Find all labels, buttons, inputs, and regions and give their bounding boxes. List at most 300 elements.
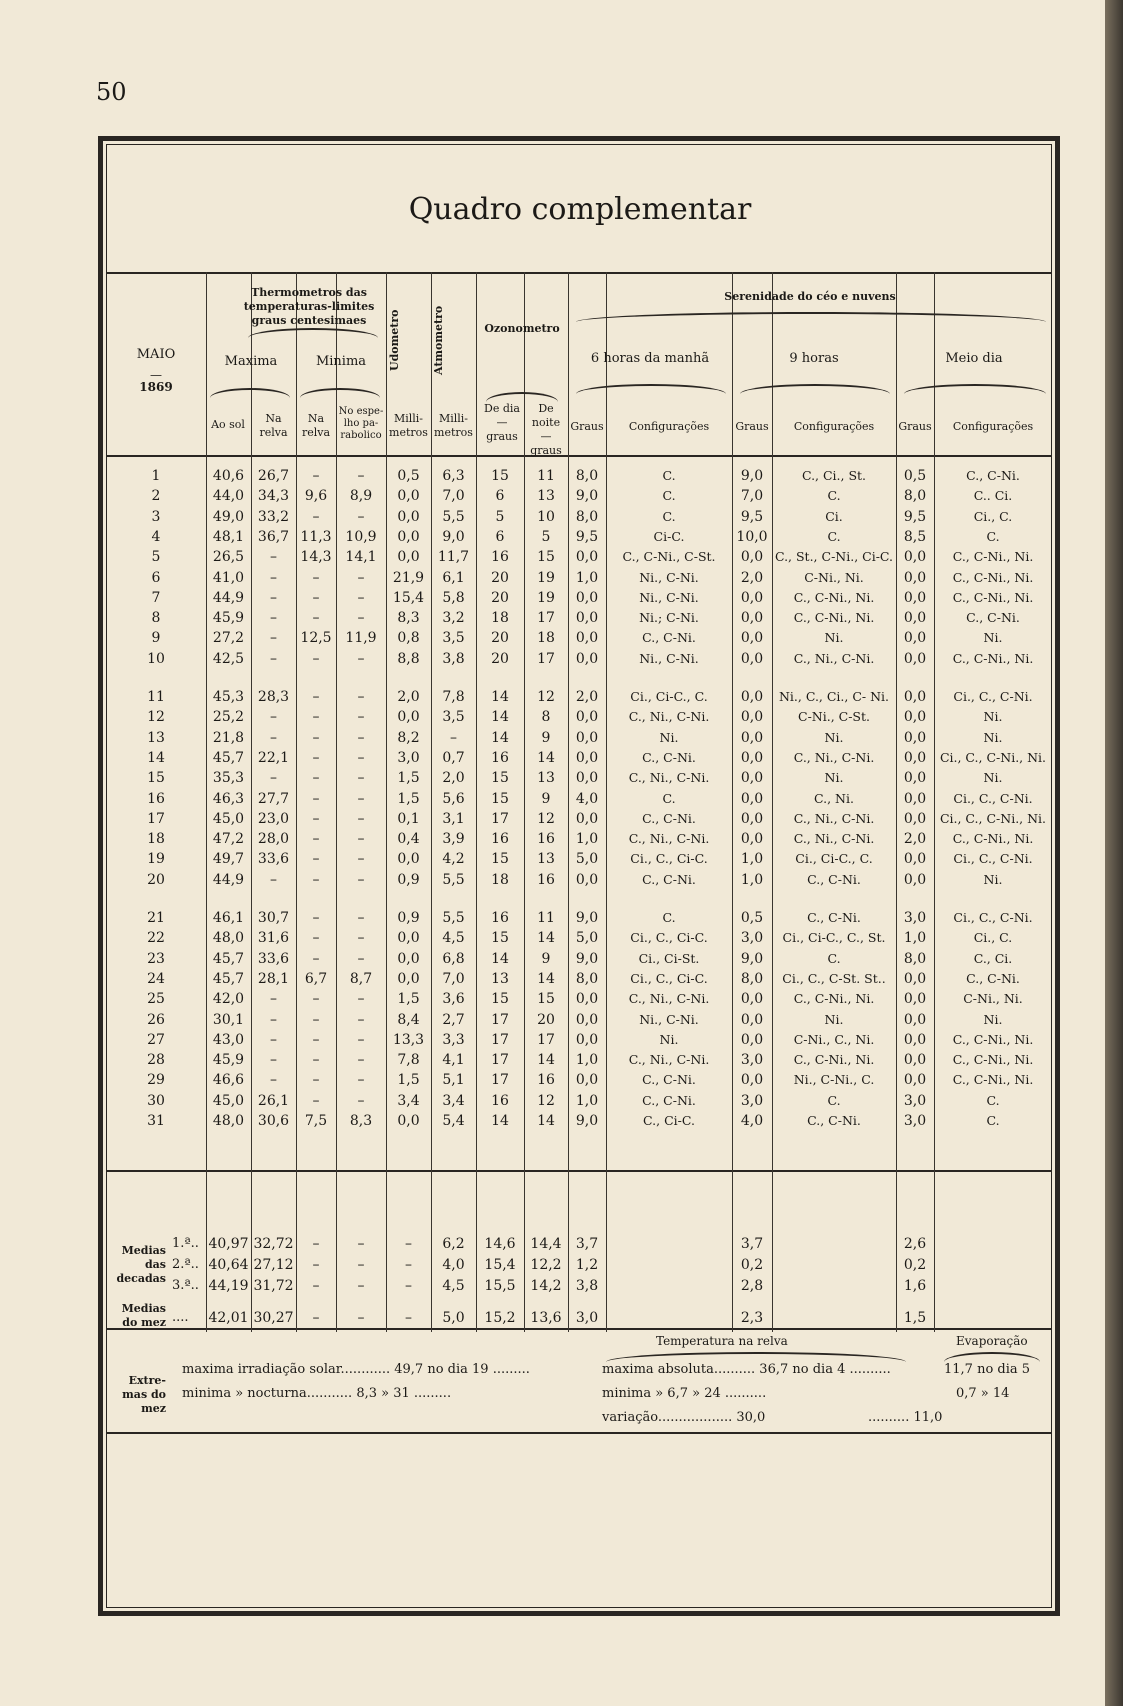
table-cell: 21,8 [212, 729, 245, 746]
table-cell: C. [662, 508, 676, 524]
table-cell: 3,2 [442, 610, 465, 627]
table-cell: 28,0 [257, 831, 290, 848]
table-cell: Ci., C., C-Ni., Ni. [939, 749, 1047, 765]
table-cell: C. [662, 910, 676, 925]
atmometro-units: Milli-metros [434, 412, 473, 439]
table-cell: 15 [491, 790, 509, 807]
table-cell: 16 [537, 871, 555, 888]
table-cell: C., C-Ni. [642, 1092, 696, 1108]
table-cell: 0,0 [903, 1072, 927, 1089]
table-cell: C., Ci., St. [801, 468, 867, 483]
medias-cell: 6,2 [442, 1236, 465, 1252]
table-cell: C., C-Ni., Ni. [793, 610, 875, 626]
table-cell: C., C-Ni., Ni. [793, 1052, 875, 1068]
table-cell: – [270, 1031, 277, 1048]
table-cell: Ni., C-Ni. [639, 569, 699, 585]
table-cell: 30,1 [212, 1011, 245, 1028]
table-cell: 3,0 [903, 910, 927, 926]
table-cell: 8,0 [575, 970, 599, 987]
table-cell: – [312, 910, 320, 926]
table-cell: 0,7 [442, 749, 465, 766]
table-cell: C. [827, 1092, 841, 1108]
table-cell: 9,0 [740, 950, 764, 967]
medias-cell: 0,2 [740, 1257, 764, 1273]
table-cell: 45,7 [212, 970, 245, 987]
table-cell: 0,0 [903, 729, 927, 746]
day-cell: 4 [151, 528, 161, 545]
day-cell: 24 [147, 970, 165, 987]
table-cell: – [357, 650, 365, 667]
table-cell: 49,0 [212, 508, 245, 525]
day-cell: 13 [147, 729, 165, 746]
medias-cell: 30,27 [253, 1310, 294, 1326]
table-cell: – [312, 950, 320, 967]
table-cell: Ni., C-Ni. [639, 589, 699, 605]
table-cell: C. [662, 488, 676, 504]
table-cell: 8,5 [903, 528, 927, 545]
ao-sol-header: Ao sol [211, 418, 245, 431]
medias-cell: 2,6 [903, 1236, 927, 1252]
table-cell: 0,0 [903, 790, 927, 807]
table-cell: 3,0 [903, 1092, 927, 1109]
table-cell: 15 [537, 991, 555, 1008]
table-cell: 0,0 [740, 770, 764, 787]
table-cell: 15,4 [392, 589, 425, 606]
table-cell: 45,3 [212, 689, 245, 705]
table-cell: C., C-Ni. [807, 1113, 861, 1128]
table-cell: Ni. [983, 770, 1003, 786]
day-cell: 3 [151, 508, 161, 525]
extremas-bottom-rule [106, 1432, 1052, 1434]
table-cell: C., C-Ni. [642, 749, 696, 765]
table-cell: 44,9 [212, 589, 245, 606]
table-cell: C., Ci-C. [643, 1113, 695, 1128]
table-cell: – [357, 950, 365, 967]
table-cell: – [357, 569, 365, 586]
table-cell: 7,0 [442, 970, 465, 987]
medias-cell: – [405, 1310, 412, 1326]
table-cell: – [312, 831, 320, 848]
table-cell: 27,7 [257, 790, 290, 807]
table-cell: 3,0 [740, 1052, 764, 1069]
table-cell: 0,0 [397, 549, 420, 566]
table-cell: 48,1 [212, 528, 245, 545]
table-cell: 5,5 [442, 508, 465, 525]
table-cell: C., C-Ni., Ni. [793, 589, 875, 605]
table-cell: C. [827, 488, 841, 504]
day-cell: 19 [147, 851, 165, 868]
table-cell: 42,5 [212, 650, 245, 667]
table-cell: 3,9 [442, 831, 465, 848]
table-cell: 13 [537, 488, 555, 505]
table-cell: – [312, 689, 320, 705]
table-cell: 1,0 [740, 871, 764, 888]
de-noite-header: De noite — graus [530, 402, 562, 457]
medias-cell: – [357, 1278, 365, 1294]
medias-cell: 44,19 [208, 1278, 249, 1294]
medias-cell: 3,0 [575, 1310, 599, 1326]
day-cell: 26 [147, 1011, 165, 1028]
table-cell: 10,0 [736, 528, 768, 545]
medias-cell: – [312, 1310, 320, 1326]
table-cell: 0,0 [575, 770, 599, 787]
table-cell: 36,7 [257, 528, 290, 545]
table-cell: 8,0 [903, 950, 927, 967]
table-cell: 8,9 [349, 488, 373, 505]
table-cell: 0,0 [903, 1011, 927, 1028]
table-cell: 0,4 [397, 831, 420, 848]
table-cell: 6 [495, 528, 505, 545]
table-cell: C., Ni., C-Ni. [628, 1052, 710, 1068]
table-cell: 6,3 [442, 468, 465, 484]
table-cell: Ci., C., Ci-C. [630, 970, 708, 986]
table-cell: – [357, 810, 365, 827]
medias-cell: 3,7 [575, 1236, 599, 1252]
table-cell: 5,6 [442, 790, 465, 807]
table-cell: 20 [491, 589, 509, 606]
medias-cell: 2,3 [740, 1310, 764, 1326]
table-cell: 3,0 [740, 930, 764, 947]
table-cell: 8,0 [903, 488, 927, 505]
table-cell: 17 [491, 1011, 509, 1028]
table-cell: 11 [537, 468, 555, 484]
medias-row-label: 3.ª.. [172, 1278, 199, 1293]
table-cell: 13 [537, 851, 555, 868]
table-cell: 11,9 [345, 630, 377, 647]
table-cell: 0,0 [740, 749, 764, 766]
table-cell: 0,0 [903, 970, 927, 987]
table-cell: 16 [491, 831, 509, 848]
table-cell: 49,7 [212, 851, 245, 868]
table-cell: 5,8 [442, 589, 465, 606]
table-cell: 14 [537, 1113, 555, 1129]
table-cell: 0,0 [575, 589, 599, 606]
table-cell: 12 [537, 1092, 555, 1109]
table-cell: 18 [491, 610, 509, 627]
table-cell: – [270, 610, 277, 627]
table-cell: 10 [537, 508, 555, 525]
table-cell: 0,0 [397, 709, 420, 726]
table-cell: 46,1 [212, 910, 245, 926]
medias-cell: 14,2 [530, 1278, 562, 1294]
table-cell: 0,0 [575, 650, 599, 667]
table-cell: 43,0 [212, 1031, 245, 1048]
table-cell: C., St., C-Ni., Ci-C. [774, 549, 894, 565]
table-cell: C. [986, 1113, 1000, 1128]
table-cell: 0,0 [397, 1113, 420, 1129]
table-cell: 8,7 [349, 970, 373, 987]
table-cell: 7,8 [442, 689, 465, 705]
table-cell: 0,0 [903, 709, 927, 726]
table-cell: – [357, 689, 365, 705]
table-cell: Ci., C., C-Ni. [953, 790, 1033, 806]
table-cell: Ni. [659, 1031, 679, 1047]
table-cell: Ci. [825, 508, 843, 524]
table-cell: 16 [491, 910, 509, 926]
table-cell: 0,0 [903, 689, 927, 705]
table-cell: C., Ni., C-Ni. [628, 831, 710, 847]
table-cell: 21,9 [392, 569, 425, 586]
table-cell: 14 [537, 749, 555, 766]
day-cell: 7 [151, 589, 161, 606]
table-cell: 14 [491, 689, 509, 705]
table-cell: 0,0 [740, 790, 764, 807]
table-cell: 0,0 [903, 630, 927, 647]
table-cell: 1,0 [740, 851, 764, 868]
table-cell: 13 [491, 970, 509, 987]
table-cell: 0,0 [740, 689, 764, 705]
config-md-header: Configurações [952, 420, 1034, 433]
table-cell: 17 [491, 1031, 509, 1048]
table-cell: 4,1 [442, 1052, 465, 1069]
table-cell: C-Ni., C., Ni. [793, 1031, 875, 1047]
table-cell: 0,0 [575, 810, 599, 827]
table-cell: 15 [491, 770, 509, 787]
table-cell: Ci., Ci-C., C., St. [782, 930, 886, 946]
table-cell: – [357, 910, 365, 926]
table-cell: 45,0 [212, 1092, 245, 1109]
table-cell: – [312, 1011, 320, 1028]
table-cell: Ci., C., C-Ni., Ni. [939, 810, 1047, 826]
medias-cell: 4,5 [442, 1278, 465, 1294]
day-cell: 6 [151, 569, 161, 586]
table-cell: 23,0 [257, 810, 290, 827]
table-cell: 0,0 [903, 610, 927, 627]
table-cell: 0,0 [740, 709, 764, 726]
table-cell: 0,9 [397, 871, 420, 888]
medias-cell: 14,6 [484, 1236, 516, 1252]
table-cell: 0,0 [575, 1072, 599, 1089]
table-cell: 22,1 [257, 749, 290, 766]
table-cell: C., C-Ni. [642, 630, 696, 646]
table-cell: C., Ni., C-Ni. [628, 770, 710, 786]
table-cell: C., Ni., C-Ni. [793, 810, 875, 826]
table-cell: 17 [537, 650, 555, 667]
table-cell: 1,5 [397, 1072, 420, 1089]
table-cell: 45,9 [212, 1052, 245, 1069]
table-cell: – [312, 610, 320, 627]
meio-dia-header: Meio dia [945, 351, 1003, 366]
table-cell: Ci., C., C-Ni. [953, 910, 1033, 925]
table-cell: 3,4 [442, 1092, 465, 1109]
table-cell: 41,0 [212, 569, 245, 586]
table-cell: 9,0 [740, 468, 764, 484]
table-cell: 0,0 [397, 970, 420, 987]
table-cell: 20 [491, 569, 509, 586]
table-cell: 47,2 [212, 831, 245, 848]
table-cell: 1,5 [397, 770, 420, 787]
table-cell: 17 [491, 810, 509, 827]
table-cell: 14 [491, 950, 509, 967]
table-cell: C., C-Ni. [642, 1072, 696, 1088]
day-cell: 5 [151, 549, 161, 566]
table-cell: 3,4 [397, 1092, 420, 1109]
table-cell: C., Ni. [814, 790, 854, 806]
table-cell: 0,8 [397, 630, 420, 647]
medias-cell: – [312, 1257, 320, 1273]
table-cell: Ci., C., Ci-C. [630, 851, 708, 867]
day-cell: 8 [151, 610, 161, 627]
table-cell: 14 [537, 930, 555, 947]
table-cell: Ci., Ci-St. [638, 950, 700, 966]
table-cell: C., C-Ni., Ni. [952, 650, 1034, 666]
table-cell: 26,1 [257, 1092, 290, 1109]
medias-cell: 2,8 [740, 1278, 764, 1294]
table-cell: Ni. [824, 1011, 844, 1027]
table-cell: 44,0 [212, 488, 245, 505]
table-cell: 2,7 [442, 1011, 465, 1028]
udometro-header: Udometro [388, 309, 401, 371]
table-cell: C., C-Ni., Ni. [952, 569, 1034, 585]
table-cell: – [270, 549, 277, 566]
table-cell: 1,5 [397, 790, 420, 807]
table-cell: 0,0 [903, 589, 927, 606]
table-cell: – [270, 729, 277, 746]
table-cell: 0,0 [397, 528, 420, 545]
table-cell: Ni. [659, 729, 679, 745]
table-cell: 7,0 [442, 488, 465, 505]
table-cell: – [270, 630, 277, 647]
medias-cell: 5,0 [442, 1310, 465, 1326]
table-cell: 11 [537, 910, 555, 926]
table-cell: Ni. [983, 1011, 1003, 1027]
table-cell: 0,0 [740, 630, 764, 647]
table-cell: 0,0 [740, 1031, 764, 1048]
table-cell: 0,0 [740, 729, 764, 746]
table-cell: 3,5 [442, 709, 465, 726]
table-cell: 0,0 [903, 810, 927, 827]
day-cell: 31 [147, 1113, 165, 1129]
table-cell: 0,0 [397, 950, 420, 967]
table-cell: Ci-C. [653, 528, 685, 544]
minima-header: Minima [315, 354, 367, 369]
table-cell: 3,3 [442, 1031, 465, 1048]
table-cell: 8,2 [397, 729, 420, 746]
table-cell: – [312, 468, 320, 484]
table-cell: 40,6 [212, 468, 245, 484]
table-cell: 12,5 [300, 630, 332, 647]
table-cell: 0,0 [903, 770, 927, 787]
day-cell: 22 [147, 930, 165, 947]
extremas-line2-left: minima » nocturna........... 8,3 » 31 ......... [182, 1386, 452, 1401]
h9-header: 9 horas [789, 351, 839, 366]
year-header: 1869 [139, 380, 173, 394]
table-cell: C., C-Ni. [966, 610, 1020, 626]
day-cell: 15 [147, 770, 165, 787]
table-cell: 0,0 [740, 1011, 764, 1028]
table-cell: – [270, 650, 277, 667]
medias-cell: 42,01 [208, 1310, 249, 1326]
table-cell: 4,0 [575, 790, 599, 807]
day-cell: 25 [147, 991, 165, 1008]
table-cell: – [357, 508, 365, 525]
extremas-line2-right: 0,7 » 14 [956, 1386, 1010, 1401]
table-cell: 11,3 [300, 528, 332, 545]
day-cell: 11 [147, 689, 165, 705]
table-cell: 9,0 [575, 950, 599, 967]
table-cell: C., C-Ni., Ni. [952, 831, 1034, 847]
table-cell: – [270, 1072, 277, 1089]
table-cell: – [357, 709, 365, 726]
table-cell: 16 [537, 1072, 555, 1089]
medias-cell: 15,5 [484, 1278, 516, 1294]
table-cell: 0,0 [575, 991, 599, 1008]
graus-9-header: Graus [735, 420, 769, 433]
day-cell: 9 [151, 630, 161, 647]
table-cell: 20 [537, 1011, 555, 1028]
table-cell: Ni. [824, 630, 844, 646]
extremas-label: Extre-mas do mez [122, 1374, 166, 1415]
table-cell: 4,2 [442, 851, 465, 868]
table-cell: 42,0 [212, 991, 245, 1008]
table-cell: Ci., C., C-Ni. [953, 689, 1033, 704]
table-cell: 0,0 [740, 549, 764, 566]
table-cell: 17 [491, 1072, 509, 1089]
na-relva-min-header: Na relva [301, 412, 331, 439]
table-cell: 8,8 [397, 650, 420, 667]
table-cell: – [312, 709, 320, 726]
table-cell: 13 [537, 770, 555, 787]
table-cell: 0,0 [575, 630, 599, 647]
day-cell: 28 [147, 1052, 165, 1069]
table-cell: 7,5 [304, 1113, 328, 1129]
table-cell: 14 [537, 970, 555, 987]
table-cell: 16 [491, 749, 509, 766]
table-cell: 2,0 [575, 689, 599, 705]
table-cell: 9 [541, 790, 551, 807]
table-cell: 8 [541, 709, 551, 726]
day-cell: 23 [147, 950, 165, 967]
table-cell: 26,7 [257, 468, 290, 484]
table-cell: Ni. [983, 630, 1003, 646]
table-cell: – [270, 871, 277, 888]
table-cell: 5 [541, 528, 551, 545]
table-cell: – [312, 1031, 320, 1048]
table-cell: 3,0 [740, 1092, 764, 1109]
table-cell: C., Ni., C-Ni. [793, 749, 875, 765]
table-cell: 0,0 [740, 610, 764, 627]
day-cell: 12 [147, 709, 165, 726]
table-cell: 0,0 [903, 569, 927, 586]
table-cell: 48,0 [212, 1113, 245, 1129]
table-cell: 0,0 [740, 991, 764, 1008]
day-cell: 10 [147, 650, 165, 667]
medias-cell: 14,4 [530, 1236, 562, 1252]
month-dash: — [150, 368, 162, 382]
table-cell: 0,5 [397, 468, 420, 484]
na-relva-max-header: Na relva [259, 412, 288, 439]
table-cell: 14,3 [300, 549, 332, 566]
table-cell: 0,0 [740, 650, 764, 667]
table-cell: 8,0 [575, 508, 599, 525]
day-cell: 14 [147, 749, 165, 766]
thermometros-header: Thermometros das temperaturas-limites graus centesimaes [243, 286, 375, 327]
table-cell: 2,0 [903, 831, 927, 848]
extremas-line3-right: .......... 11,0 [868, 1410, 943, 1425]
table-cell: 0,5 [740, 910, 764, 926]
table-cell: – [312, 508, 320, 525]
medias-mez-label: Medias do mez [121, 1302, 166, 1329]
table-cell: 16 [491, 1092, 509, 1109]
extremas-line1-left: maxima irradiação solar............ 49,7 no dia 19 ......... [182, 1362, 530, 1377]
table-cell: 0,5 [903, 468, 927, 484]
medias-cell: 0,2 [903, 1257, 927, 1273]
table-cell: C., C-Ni. [966, 468, 1020, 483]
table-cell: C., Ni., C-Ni. [628, 709, 710, 725]
table-cell: – [357, 790, 365, 807]
table-cell: – [357, 1072, 365, 1089]
page-edge [1105, 0, 1123, 1706]
